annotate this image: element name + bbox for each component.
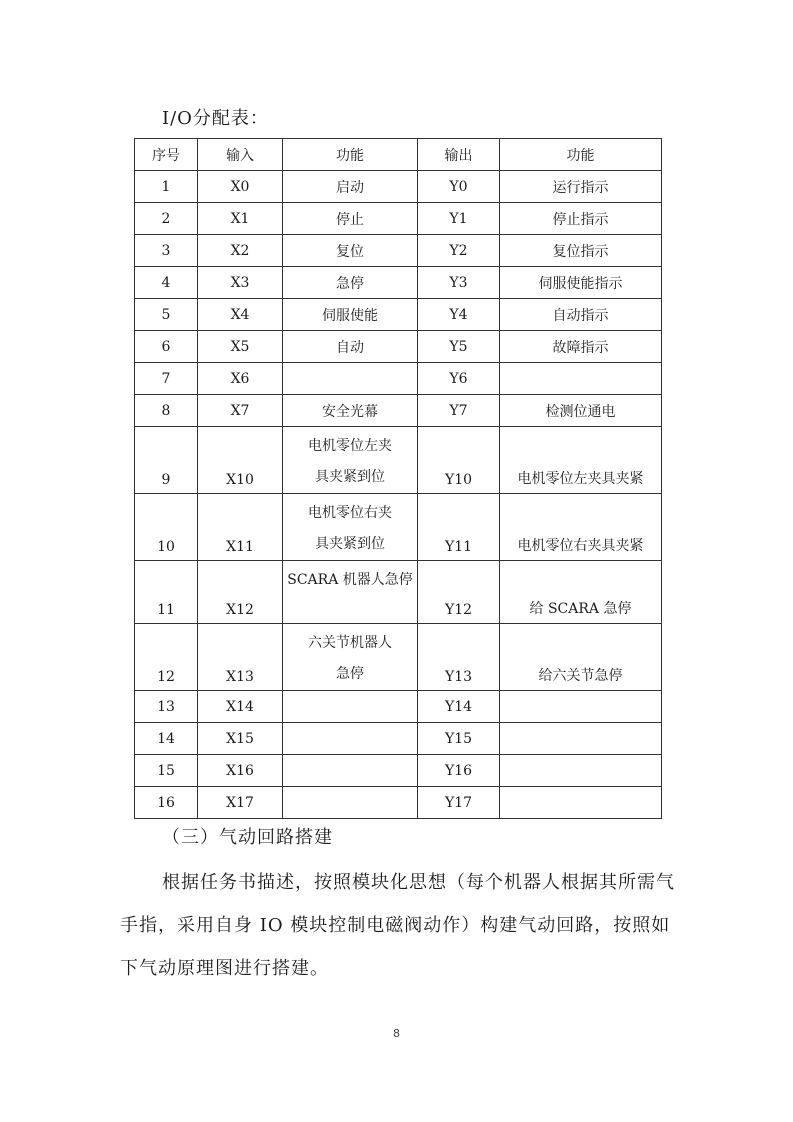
cell-output: Y13 (418, 624, 500, 691)
cell-index: 6 (135, 331, 198, 363)
table-row (135, 427, 662, 494)
header-output: 输出 (418, 139, 500, 171)
cell-output: Y7 (418, 395, 500, 427)
cell-output: Y12 (418, 561, 500, 624)
cell-output-function: 电机零位左夹具夹紧 (500, 427, 662, 494)
body-paragraph-text: 根据任务书描述，按照模块化思想（每个机器人根据其所需气手指，采用自身 IO 模块控制电磁阀动作）构建气动回路，按照如下气动原理图进行搭建。 (120, 872, 675, 979)
table-row (135, 203, 662, 235)
cell-output-function: 伺服使能指示 (500, 267, 662, 299)
cell-index: 5 (135, 299, 198, 331)
cell-input-function: 安全光幕 (283, 395, 418, 427)
cell-input: X14 (198, 691, 283, 723)
cell-input-function: 自动 (283, 331, 418, 363)
cell-input-function: 急停 (283, 267, 418, 299)
table-row (135, 561, 662, 624)
cell-input-function: 六关节机器人 急停 (283, 624, 418, 691)
cell-output-function (500, 363, 662, 395)
cell-output-function: 停止指示 (500, 203, 662, 235)
cell-input: X3 (198, 267, 283, 299)
cell-input: X15 (198, 723, 283, 755)
cell-input: X7 (198, 395, 283, 427)
cell-input: X16 (198, 755, 283, 787)
header-output-function: 功能 (500, 139, 662, 171)
header-input: 输入 (198, 139, 283, 171)
cell-output: Y1 (418, 203, 500, 235)
header-index: 序号 (135, 139, 198, 171)
io-allocation-table (134, 138, 662, 819)
table-row (135, 755, 662, 787)
cell-output-function: 检测位通电 (500, 395, 662, 427)
table-row (135, 494, 662, 561)
table-row (135, 299, 662, 331)
cell-input-function: 电机零位左夹 具夹紧到位 (283, 427, 418, 494)
cell-input-function (283, 723, 418, 755)
cell-output: Y4 (418, 299, 500, 331)
cell-input-function: 启动 (283, 171, 418, 203)
table-row (135, 691, 662, 723)
table-row (135, 363, 662, 395)
cell-output-function: 给六关节急停 (500, 624, 662, 691)
cell-output: Y10 (418, 427, 500, 494)
cell-output-function: 运行指示 (500, 171, 662, 203)
cell-output: Y6 (418, 363, 500, 395)
cell-input: X0 (198, 171, 283, 203)
cell-input-function (283, 363, 418, 395)
cell-input-function: 伺服使能 (283, 299, 418, 331)
cell-index: 11 (135, 561, 198, 624)
cell-input: X1 (198, 203, 283, 235)
cell-input: X2 (198, 235, 283, 267)
cell-index: 16 (135, 787, 198, 819)
cell-output-function: 电机零位右夹具夹紧 (500, 494, 662, 561)
table-header-row (135, 139, 662, 171)
cell-output-function: 复位指示 (500, 235, 662, 267)
cell-index: 1 (135, 171, 198, 203)
cell-index: 14 (135, 723, 198, 755)
table-body (135, 171, 662, 819)
cell-index: 15 (135, 755, 198, 787)
cell-input: X13 (198, 624, 283, 691)
cell-input: X12 (198, 561, 283, 624)
cell-output: Y14 (418, 691, 500, 723)
page-number: 8 (393, 1027, 400, 1040)
table-row (135, 331, 662, 363)
cell-input-function: 停止 (283, 203, 418, 235)
cell-output-function (500, 723, 662, 755)
table-row (135, 235, 662, 267)
cell-input-function (283, 691, 418, 723)
cell-index: 13 (135, 691, 198, 723)
cell-index: 4 (135, 267, 198, 299)
section-heading: （三）气动回路搭建 (162, 827, 333, 848)
table-row (135, 787, 662, 819)
cell-index: 9 (135, 427, 198, 494)
cell-input: X17 (198, 787, 283, 819)
table-row (135, 624, 662, 691)
cell-output: Y17 (418, 787, 500, 819)
cell-output: Y5 (418, 331, 500, 363)
cell-index: 8 (135, 395, 198, 427)
cell-output: Y0 (418, 171, 500, 203)
cell-output: Y3 (418, 267, 500, 299)
cell-input: X4 (198, 299, 283, 331)
cell-input: X5 (198, 331, 283, 363)
header-input-function: 功能 (283, 139, 418, 171)
cell-index: 10 (135, 494, 198, 561)
cell-input-function: 复位 (283, 235, 418, 267)
cell-output-function (500, 755, 662, 787)
cell-index: 12 (135, 624, 198, 691)
cell-output: Y2 (418, 235, 500, 267)
cell-output: Y11 (418, 494, 500, 561)
cell-index: 2 (135, 203, 198, 235)
cell-index: 7 (135, 363, 198, 395)
table-row (135, 267, 662, 299)
table-title: I/O分配表： (162, 108, 269, 129)
cell-input: X11 (198, 494, 283, 561)
table-row (135, 395, 662, 427)
cell-input-function: 电机零位右夹 具夹紧到位 (283, 494, 418, 561)
cell-output-function (500, 691, 662, 723)
table-row (135, 171, 662, 203)
cell-output-function: 给 SCARA 急停 (500, 561, 662, 624)
cell-output-function: 自动指示 (500, 299, 662, 331)
cell-output-function: 故障指示 (500, 331, 662, 363)
cell-index: 3 (135, 235, 198, 267)
table-row (135, 723, 662, 755)
cell-output: Y15 (418, 723, 500, 755)
cell-input-function: SCARA 机器人急停 (283, 561, 418, 624)
cell-input: X6 (198, 363, 283, 395)
body-paragraph (120, 861, 676, 990)
cell-input-function (283, 755, 418, 787)
cell-output-function (500, 787, 662, 819)
cell-output: Y16 (418, 755, 500, 787)
cell-input-function (283, 787, 418, 819)
cell-input: X10 (198, 427, 283, 494)
